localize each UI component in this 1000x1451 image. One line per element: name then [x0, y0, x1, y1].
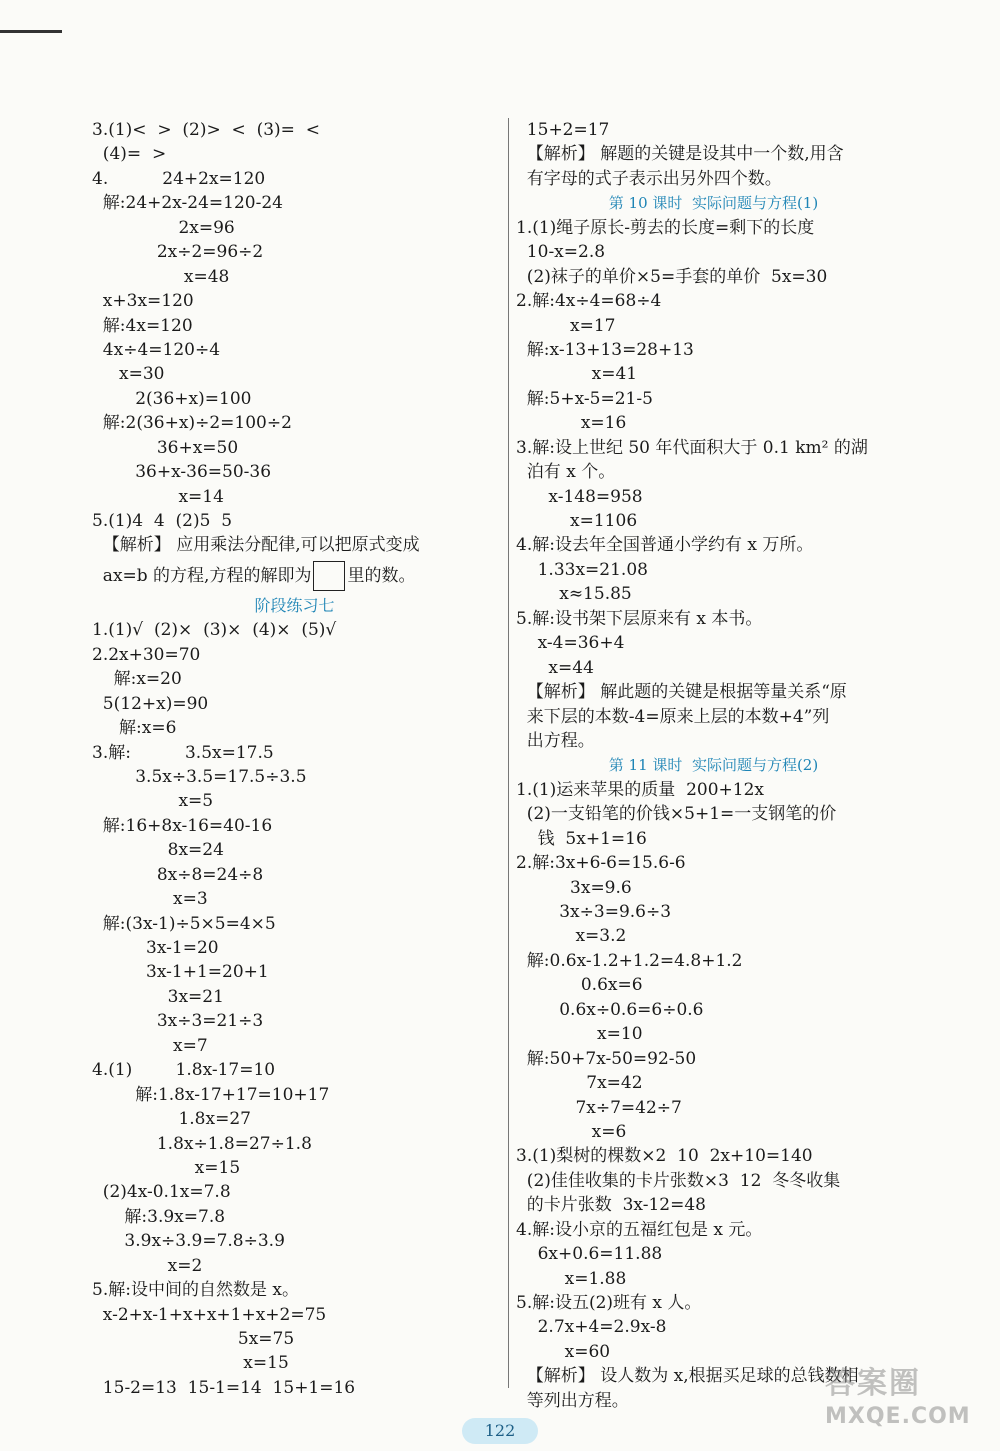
line-text: 4. 24+2x=120	[92, 168, 266, 189]
page-number: 122	[462, 1418, 538, 1444]
section-heading	[516, 753, 911, 777]
answer-line	[516, 1340, 911, 1364]
answer-line	[92, 936, 497, 960]
answer-line	[516, 949, 911, 973]
answer-line	[92, 692, 497, 716]
line-text: x-148=958	[516, 486, 643, 507]
line-text: 等列出方程。	[516, 1390, 629, 1411]
answer-line	[516, 314, 911, 338]
line-text: 7x=42	[516, 1073, 643, 1094]
line-text: 2.7x+4=2.9x-8	[516, 1317, 667, 1338]
answer-line	[92, 863, 497, 887]
answer-line	[92, 1254, 497, 1278]
answer-line	[516, 851, 911, 875]
answer-line	[516, 802, 911, 826]
answer-line	[516, 582, 911, 606]
answer-line	[92, 765, 497, 789]
line-text: 3x=21	[92, 986, 224, 1007]
line-text: (2)佳佳收集的卡片张数×3 12 冬冬收集	[516, 1170, 841, 1191]
answer-line	[516, 900, 911, 924]
answer-line	[92, 1083, 497, 1107]
answer-line	[92, 1278, 497, 1302]
line-text: 15+2=17	[516, 120, 610, 140]
answer-line	[516, 1047, 911, 1071]
line-text: 【解析】 解题的关键是设其中一个数,用含	[516, 144, 844, 165]
answer-line	[92, 338, 497, 362]
watermark-line1: 答案圈	[825, 1366, 921, 1401]
answer-line	[92, 1009, 497, 1033]
answer-line	[92, 643, 497, 667]
answer-line	[92, 887, 497, 911]
line-text: 【解析】 解此题的关键是根据等量关系“原	[516, 682, 847, 703]
line-text: 4x÷4=120÷4	[92, 339, 221, 360]
answer-line	[516, 729, 911, 753]
answer-line	[516, 142, 911, 166]
line-text: 4.解:设去年全国普通小学约有 x 万所。	[516, 535, 814, 556]
answer-line	[92, 1205, 497, 1229]
answer-line	[516, 1218, 911, 1242]
answer-line	[92, 265, 497, 289]
line-text: x=48	[92, 266, 230, 287]
answer-line	[516, 973, 911, 997]
answer-line	[516, 876, 911, 900]
answer-line	[516, 411, 911, 435]
line-text-after: 里的数。	[347, 565, 416, 586]
line-text: x≈15.85	[516, 584, 632, 605]
answer-line	[516, 338, 911, 362]
line-text: 1.8x=27	[92, 1109, 251, 1130]
answer-line	[92, 191, 497, 215]
line-text: 0.6x÷0.6=6÷0.6	[516, 999, 704, 1020]
line-text: 1.(1)绳子原长-剪去的长度=剩下的长度	[516, 217, 815, 238]
answer-line	[516, 1120, 911, 1144]
answer-line	[92, 741, 497, 765]
answer-line	[516, 1096, 911, 1120]
line-text: x=1.88	[516, 1268, 627, 1289]
watermark-line2: MXQE.COM	[825, 1404, 971, 1429]
line-text: 5(12+x)=90	[92, 693, 209, 714]
line-text: x=7	[92, 1035, 208, 1056]
line-text: x=1106	[516, 511, 638, 531]
line-text: ax=b 的方程,方程的解即为	[92, 565, 312, 586]
line-text: 1.(1)√ (2)× (3)× (4)× (5)√	[92, 620, 337, 641]
line-text: 3x-1+1=20+1	[92, 962, 269, 983]
line-text: 3.(1)< > (2)> < (3)= <	[92, 120, 320, 140]
line-text: 4.解:设小京的五福红包是 x 元。	[516, 1219, 763, 1240]
line-text: 0.6x=6	[516, 975, 643, 996]
line-text: (2)4x-0.1x=7.8	[92, 1182, 231, 1203]
line-text: 的卡片张数 3x-12=48	[516, 1195, 706, 1216]
answer-line	[516, 436, 911, 460]
line-text: 2.解:3x+6-6=15.6-6	[516, 853, 686, 874]
line-text: 来下层的本数-4=原来上层的本数+4”列	[516, 706, 830, 727]
line-text: (2)袜子的单价×5=手套的单价 5x=30	[516, 266, 828, 287]
answer-line	[516, 778, 911, 802]
blank-box	[313, 561, 345, 591]
line-text: 36+x-36=50-36	[92, 462, 272, 483]
answer-line	[92, 1180, 497, 1204]
answer-line	[92, 118, 497, 142]
answer-line	[92, 314, 497, 338]
answer-line	[92, 167, 497, 191]
line-text: 解:0.6x-1.2+1.2=4.8+1.2	[516, 950, 743, 971]
line-text: x=30	[92, 364, 165, 385]
answer-line	[516, 1291, 911, 1315]
section-heading	[92, 594, 497, 618]
answer-line	[516, 827, 911, 851]
right-column	[516, 118, 911, 1413]
line-text: 解:2(36+x)÷2=100÷2	[92, 413, 292, 434]
answer-line	[516, 705, 911, 729]
line-text: 解:1.8x-17+17=10+17	[92, 1084, 330, 1105]
answer-line	[516, 509, 911, 533]
line-text: 解:16+8x-16=40-16	[92, 815, 273, 836]
answer-line	[516, 1169, 911, 1193]
answer-line	[516, 1071, 911, 1095]
answer-line	[516, 460, 911, 484]
line-text: 6x+0.6=11.88	[516, 1244, 663, 1265]
answer-line	[516, 1193, 911, 1217]
answer-line	[92, 1327, 497, 1351]
line-text: 解:5+x-5=21-5	[516, 388, 653, 409]
line-text: 5.解:设书架下层原来有 x 本书。	[516, 608, 763, 629]
answer-line	[516, 998, 911, 1022]
watermark	[825, 1365, 971, 1437]
line-text: 解:x-13+13=28+13	[516, 339, 694, 360]
line-text: 5.解:设中间的自然数是 x。	[92, 1280, 299, 1301]
line-text: 1.8x÷1.8=27÷1.8	[92, 1133, 312, 1154]
answer-line	[516, 1315, 911, 1339]
answer-line	[92, 460, 497, 484]
answer-line	[516, 289, 911, 313]
line-text: x=15	[92, 1157, 241, 1178]
line-text: 解:x=6	[92, 718, 177, 739]
line-text: 第 10 课时 实际问题与方程(1)	[608, 194, 819, 213]
line-text: 2.2x+30=70	[92, 644, 201, 665]
line-text: x=60	[516, 1341, 611, 1362]
answer-line	[516, 533, 911, 557]
line-text: 出方程。	[516, 730, 595, 751]
answer-line	[516, 924, 911, 948]
line-text: 有字母的式子表示出另外四个数。	[516, 168, 782, 189]
line-text: 7x÷7=42÷7	[516, 1097, 682, 1118]
answer-line	[516, 362, 911, 386]
answer-line	[516, 1144, 911, 1168]
line-text: x-2+x-1+x+x+1+x+2=75	[92, 1304, 327, 1325]
answer-line	[92, 509, 497, 533]
answer-line	[516, 680, 911, 704]
line-text: x-4=36+4	[516, 633, 625, 654]
line-text: 36+x=50	[92, 437, 239, 458]
line-text: x=10	[516, 1024, 643, 1045]
answer-line	[92, 485, 497, 509]
answer-line	[92, 960, 497, 984]
line-text: 解:x=20	[92, 669, 182, 690]
line-text: x=3.2	[516, 926, 627, 947]
answer-line	[92, 436, 497, 460]
answer-line	[516, 265, 911, 289]
answer-line	[92, 912, 497, 936]
answer-line	[516, 1267, 911, 1291]
line-text: 第 11 课时 实际问题与方程(2)	[608, 756, 819, 775]
answer-line	[92, 716, 497, 740]
answer-line	[92, 667, 497, 691]
answer-line	[92, 814, 497, 838]
answer-line	[92, 240, 497, 264]
line-text: 3.解: 3.5x=17.5	[92, 742, 274, 763]
line-text: 3x÷3=9.6÷3	[516, 902, 672, 922]
line-text: 【解析】 设人数为 x,根据买足球的总钱数相	[516, 1366, 859, 1387]
section-heading	[516, 191, 911, 215]
line-text: x=5	[92, 791, 214, 812]
line-text: x=44	[516, 657, 594, 678]
answer-line	[516, 558, 911, 582]
answer-line	[516, 485, 911, 509]
answer-line	[92, 1058, 497, 1082]
line-text: 3.解:设上世纪 50 年代面积大于 0.1 km² 的湖	[516, 437, 868, 458]
answer-line	[92, 618, 497, 642]
answer-line	[92, 1376, 497, 1400]
line-text: 3.9x÷3.9=7.8÷3.9	[92, 1231, 285, 1252]
answer-line	[92, 1132, 497, 1156]
line-text: x=16	[516, 413, 627, 434]
answer-line	[516, 167, 911, 191]
line-text: 5x=75	[92, 1329, 295, 1349]
answer-line	[92, 1303, 497, 1327]
answer-line	[516, 1242, 911, 1266]
line-text: 解:50+7x-50=92-50	[516, 1048, 697, 1069]
line-text: (2)一支铅笔的价钱×5+1=一支钢笔的价	[516, 804, 837, 825]
line-text: 钱 5x+1=16	[516, 828, 647, 849]
line-text: x=14	[92, 486, 224, 507]
line-text: 3x=9.6	[516, 877, 632, 898]
line-text: 1.(1)运来苹果的质量 200+12x	[516, 779, 765, 800]
line-text: x=15	[92, 1353, 289, 1374]
line-text: 2.解:4x÷4=68÷4	[516, 291, 662, 312]
answer-line	[516, 216, 911, 240]
line-text: 4.(1) 1.8x-17=10	[92, 1060, 276, 1081]
answer-line	[92, 1034, 497, 1058]
line-text: 解:3.9x=7.8	[92, 1206, 226, 1227]
line-text: x=2	[92, 1255, 203, 1276]
answer-line	[516, 118, 911, 142]
line-text: 8x=24	[92, 840, 224, 861]
line-text: 15-2=13 15-1=14 15+1=16	[92, 1377, 356, 1398]
line-text: 解:4x=120	[92, 315, 193, 336]
answer-line	[92, 142, 497, 166]
answer-line	[92, 216, 497, 240]
answer-line	[92, 1229, 497, 1253]
line-text: 5.解:设五(2)班有 x 人。	[516, 1293, 702, 1313]
answer-line	[92, 789, 497, 813]
answer-line	[92, 387, 497, 411]
line-text: x=41	[516, 364, 638, 385]
line-text: 解:(3x-1)÷5×5=4×5	[92, 913, 276, 934]
answer-line	[92, 362, 497, 386]
answer-line	[92, 558, 497, 594]
answer-line	[516, 656, 911, 680]
line-text: x=6	[516, 1121, 627, 1142]
line-text: 3x÷3=21÷3	[92, 1011, 264, 1032]
line-text: 【解析】 应用乘法分配律,可以把原式变成	[92, 535, 420, 556]
line-text: 3.(1)梨树的棵数×2 10 2x+10=140	[516, 1146, 813, 1167]
answer-line	[92, 411, 497, 435]
answer-line	[92, 289, 497, 313]
answer-line	[516, 1022, 911, 1046]
line-text: 泊有 x 个。	[516, 462, 616, 483]
line-text: 阶段练习七	[254, 595, 335, 615]
answer-line	[516, 387, 911, 411]
line-text: 解:24+2x-24=120-24	[92, 193, 283, 214]
line-text: 3.5x÷3.5=17.5÷3.5	[92, 766, 307, 787]
line-text: 10-x=2.8	[516, 242, 606, 263]
answer-line	[92, 838, 497, 862]
column-divider	[508, 118, 509, 1388]
answer-line	[516, 607, 911, 631]
line-text: 2x÷2=96÷2	[92, 242, 264, 263]
line-text: 1.33x=21.08	[516, 559, 648, 580]
answer-line	[92, 1156, 497, 1180]
answer-line	[92, 1107, 497, 1131]
line-text: x=3	[92, 889, 208, 910]
line-text: 2x=96	[92, 217, 235, 238]
line-text: x=17	[516, 315, 616, 336]
top-rule	[0, 30, 62, 33]
left-column	[92, 118, 497, 1400]
answer-line	[92, 985, 497, 1009]
line-text: 2(36+x)=100	[92, 388, 252, 409]
line-text: x+3x=120	[92, 291, 194, 312]
line-text: (4)= >	[92, 144, 167, 165]
line-text: 5.(1)4 4 (2)5 5	[92, 511, 233, 531]
answer-line	[516, 240, 911, 264]
line-text: 3x-1=20	[92, 938, 219, 958]
answer-line	[516, 631, 911, 655]
line-text: 8x÷8=24÷8	[92, 864, 264, 885]
answer-line	[92, 1351, 497, 1375]
answer-line	[92, 533, 497, 557]
